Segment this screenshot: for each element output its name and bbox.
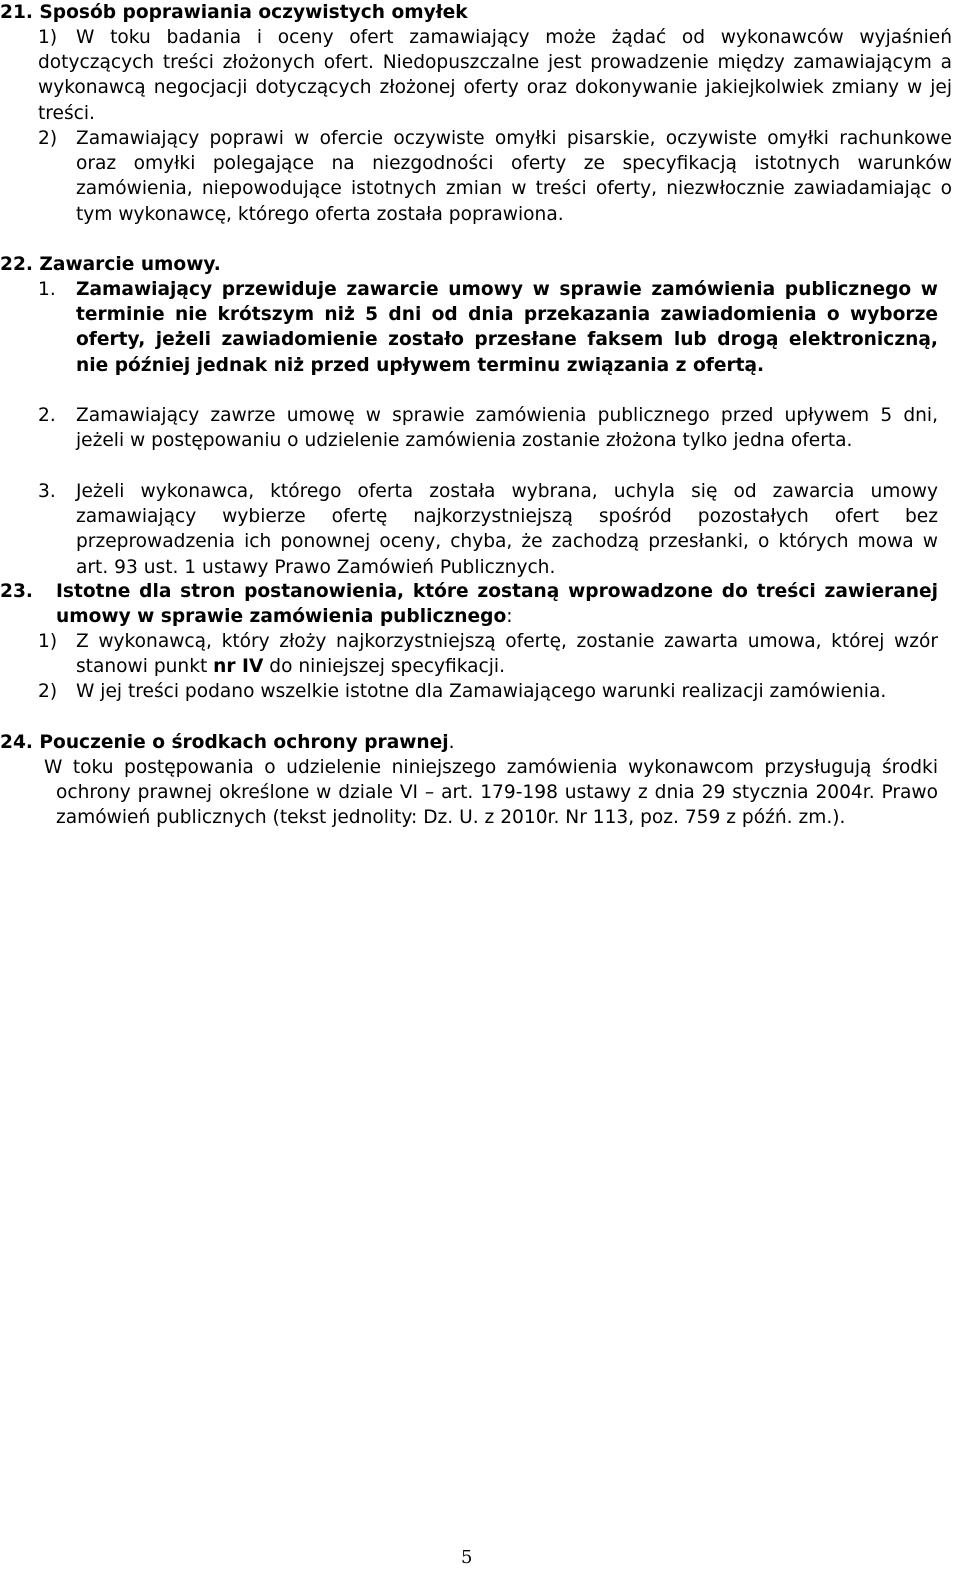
section-23-item-2 — [38, 679, 938, 704]
heading-colon: : — [506, 606, 513, 628]
section-23-item-1 — [38, 629, 938, 679]
section-22-heading: 22. Zawarcie umowy. — [0, 254, 221, 275]
item-number: 2) — [38, 128, 58, 149]
item-text: Jeżeli wykonawca, którego oferta została wybrana, uchyla się od zawarcia umowy zamawiający wybierze ofertę najkorzystniejszą spośród pozostałych ofert bez przeprowadzenia ich ponownej oceny, chyba, że zachodzą przesłanki, o których mowa w art. 93 ust. 1 ustawy Prawo Zamówień Publicznych. — [76, 481, 938, 578]
item-number: 1. — [38, 279, 56, 300]
item-number: 1) — [38, 631, 58, 652]
item-text: W toku badania i oceny ofert zamawiający może żądać od wykonawców wyjaśnień dotyczących treści złożonych ofert. Niedopuszczalne jest prowadzenie między zamawiającym a wykonawcą negocjacji dotyczących złożonej oferty oraz dokonywanie jakiejkolwiek zmiany w jej treści. — [38, 27, 952, 124]
section-24-heading — [0, 730, 455, 755]
item-text: W jej treści podano wszelkie istotne dla Zamawiającego warunki realizacji zamówienia. — [76, 681, 887, 702]
item-text: Zamawiający przewiduje zawarcie umowy w sprawie zamówienia publicznego w terminie nie krótszym niż 5 dni od dnia przekazania zawiadomienia o wyborze oferty, jeżeli zawiadomienie zostało przesłane faksem lub drogą elektroniczną, nie później jednak niż przed upływem terminu związania z ofertą. — [76, 279, 938, 376]
item-number: 3. — [38, 481, 56, 502]
item-number: 2) — [38, 681, 58, 702]
section-22-item-1 — [38, 277, 938, 378]
page-number: 5 — [461, 1547, 473, 1568]
item-text-bold: nr IV — [213, 656, 264, 678]
paragraph-text: W toku postępowania o udzielenie niniejszego zamówienia wykonawcom przysługują środki ochrony prawnej określone w dziale VI – art. 179-198 ustawy z dnia 29 stycznia 2004r. Prawo zamówień publicznych (tekst jednolity: Dz. U. z 2010r. Nr 113, poz. 759 z późń. zm.). — [44, 757, 938, 829]
section-22-item-2 — [38, 403, 938, 453]
heading-period: . — [448, 732, 455, 753]
item-text: Zamawiający poprawi w ofercie oczywiste omyłki pisarskie, oczywiste omyłki rachunkowe oraz omyłki polegające na niezgodności oferty ze specyfikacją istotnych warunków zamówienia, niepowodujące istotnych zmian w treści oferty, niezwłocznie zawiadamiając o tym wykonawcę, którego oferta została poprawiona. — [76, 128, 952, 225]
section-21-heading: 21. Sposób poprawiania oczywistych omyłek — [0, 2, 468, 23]
section-23-title: Istotne dla stron postanowienia, które zostaną wprowadzone do treści zawieranej umowy w sprawie zamówienia publicznego — [56, 581, 938, 628]
item-text-end: do niniejszej specyfikacji. — [263, 656, 505, 678]
item-text: Zamawiający zawrze umowę w sprawie zamówienia publicznego przed upływem 5 dni, jeżeli w postępowaniu o udzielenie zamówienia zostanie złożona tylko jedna oferta. — [76, 405, 938, 452]
section-24-paragraph — [44, 755, 938, 831]
section-22-item-3 — [38, 479, 938, 580]
section-21-item-2 — [38, 126, 952, 227]
section-23-heading — [0, 579, 938, 629]
section-21-item-1 — [38, 25, 952, 126]
section-24-title: 24. Pouczenie o środkach ochrony prawnej — [0, 732, 449, 753]
item-text: Z wykonawcą, który złoży najkorzystniejszą ofertę, zostanie zawarta umowa, której wzór stanowi punkt — [76, 631, 938, 678]
section-number: 23. — [0, 581, 33, 602]
item-number: 1) — [38, 27, 58, 48]
item-number: 2. — [38, 405, 56, 426]
